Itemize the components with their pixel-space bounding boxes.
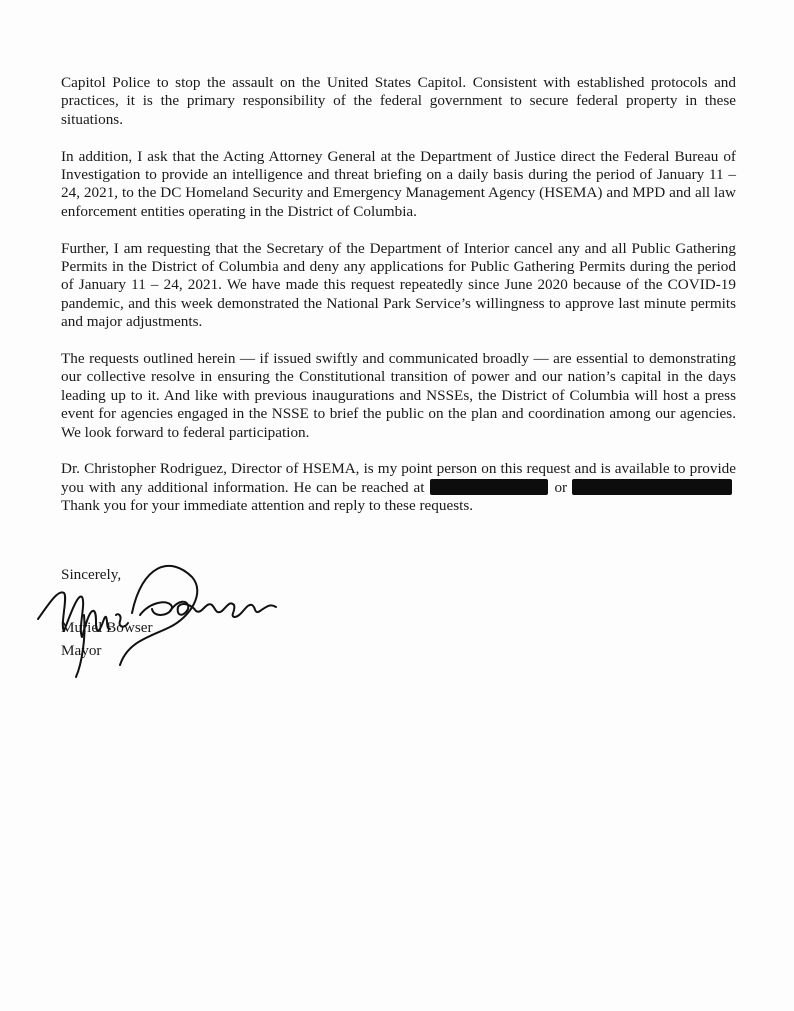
paragraph-1: Capitol Police to stop the assault on the United States Capitol. Consistent with established protocols and practices, it is the primary responsibility of the federal government to secure federal property in these situations. — [61, 74, 736, 128]
contact-or: or — [554, 478, 568, 496]
signer-name: Muriel Bowser — [61, 619, 153, 636]
paragraph-2: In addition, I ask that the Acting Attorney General at the Department of Justice direct the Federal Bureau of Investigation to provide an intelligence and threat briefing on a daily basis during the period of January 11 – 24, 2021, to the DC Homeland Security and Emergency Management Agency (HSEMA) and MPD and all law enforcement entities operating in the District of Columbia. — [61, 147, 736, 220]
paragraph-3: Further, I am requesting that the Secretary of the Department of Interior cancel any and all Public Gathering Permits in the District of Columbia and deny any applications for Public Gathering Permits during the period of January 11 – 24, 2021. We have made this request repeatedly since June 2020 because of the COVID-19 pandemic, and this week demonstrated the National Park Service’s willingness to approve last minute permits and major adjustments. — [61, 239, 736, 331]
signer-title: Mayor — [61, 642, 102, 659]
closing-block — [61, 566, 153, 665]
letter-body — [61, 74, 736, 534]
contact-text: Dr. Christopher Rodriguez, Director of HSEMA, is my point person on this request and is available to provide you with any additional information. He can be reached at — [61, 460, 736, 496]
thanks-text: Thank you for your immediate attention and reply to these requests. — [61, 497, 474, 515]
salutation: Sincerely, — [61, 566, 122, 583]
redacted-email — [572, 479, 732, 495]
paragraph-4: The requests outlined herein — if issued swiftly and communicated broadly — are essential to demonstrating our collective resolve in ensuring the Constitutional transition of power and our nation’s capital in the days leading up to it. And like with previous inaugurations and NSSEs, the District of Columbia will host a press event for agencies engaged in the NSSE to brief the public on the plan and coordination among our agencies. We look forward to federal participation. — [61, 350, 736, 441]
paragraph-5 — [61, 460, 736, 515]
redacted-phone — [430, 479, 548, 495]
